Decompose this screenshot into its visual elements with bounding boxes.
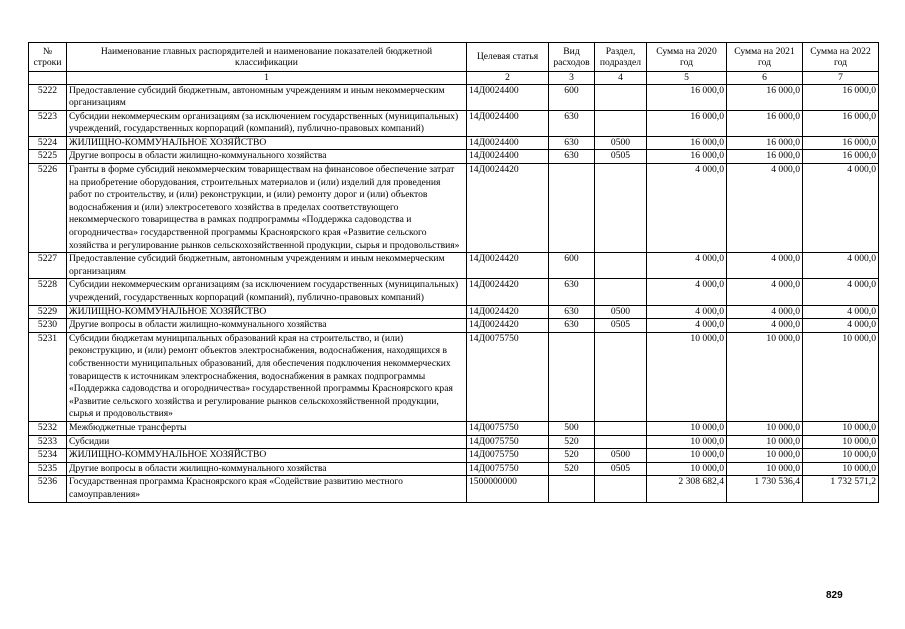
row-target-article: 14Д0024420 — [467, 319, 549, 333]
row-name: Субсидии бюджетам муниципальных образований края на строительство, и (или) реконструкцию, и (или) ремонт объектов электроснабжения, водоснабжения, находящихся в собственности муниципальных образований, для обеспечения подключения некоммерческих товариществ к источникам электроснабжения, водоснабжения в рамках подпрограммы «Поддержка садоводства и огородничества» государственной программы Красноярского края «Развитие сельского хозяйства и регулирование рынков сельскохозяйственной продукции, сырья и продовольствия» — [67, 332, 467, 421]
table-row — [29, 476, 879, 502]
row-sum-2020: 4 000,0 — [647, 305, 727, 319]
row-sum-2022: 16 000,0 — [803, 150, 879, 164]
column-number: 3 — [549, 72, 595, 85]
row-sum-2021: 1 730 536,4 — [727, 476, 803, 502]
row-sum-2020: 16 000,0 — [647, 84, 727, 110]
header-name: Наименование главных распорядителей и наименование показателей бюджетной классификации — [67, 43, 467, 72]
row-name: ЖИЛИЩНО-КОММУНАЛЬНОЕ ХОЗЯЙСТВО — [67, 305, 467, 319]
table-row — [29, 110, 879, 136]
table-row — [29, 435, 879, 449]
row-sum-2021: 16 000,0 — [727, 136, 803, 150]
table-row — [29, 305, 879, 319]
header-sum-2020: Сумма на 2020 год — [647, 43, 727, 72]
row-sum-2022: 10 000,0 — [803, 449, 879, 463]
row-section — [595, 435, 647, 449]
row-sum-2022: 16 000,0 — [803, 136, 879, 150]
row-name: Предоставление субсидий бюджетным, автономным учреждениям и иным некоммерческим организациям — [67, 253, 467, 279]
row-number: 5222 — [29, 84, 67, 110]
header-expense-type: Вид расходов — [549, 43, 595, 72]
header-target-article: Целевая статья — [467, 43, 549, 72]
row-expense-type: 520 — [549, 435, 595, 449]
row-expense-type: 600 — [549, 84, 595, 110]
row-sum-2022: 16 000,0 — [803, 84, 879, 110]
table-row — [29, 136, 879, 150]
row-target-article: 14Д0024420 — [467, 253, 549, 279]
row-sum-2021: 10 000,0 — [727, 435, 803, 449]
header-section: Раздел, подраздел — [595, 43, 647, 72]
table-row — [29, 164, 879, 253]
row-sum-2020: 4 000,0 — [647, 164, 727, 253]
row-name: Гранты в форме субсидий некоммерческим товариществам на финансовое обеспечение затрат на приобретение оборудования, строительных материалов и (или) изделий для проведения работ по строительству, и (или) реконструкции, и (или) ремонту дорог и (или) объектов водоснабжения и (или) электросетевого хозяйства в пределах соответствующего некоммерческого товарищества в рамках подпрограммы «Поддержка садоводства и огородничества» государственной программы Красноярского края «Развитие сельского хозяйства и регулирование рынков сельскохозяйственной продукции, сырья и продовольствия» — [67, 164, 467, 253]
row-number: 5232 — [29, 421, 67, 435]
row-expense-type: 520 — [549, 462, 595, 476]
row-expense-type — [549, 332, 595, 421]
row-expense-type: 520 — [549, 449, 595, 463]
row-sum-2022: 1 732 571,2 — [803, 476, 879, 502]
table-row — [29, 319, 879, 333]
row-name: Другие вопросы в области жилищно-коммунального хозяйства — [67, 462, 467, 476]
row-target-article: 14Д0075750 — [467, 421, 549, 435]
row-name: Другие вопросы в области жилищно-коммунального хозяйства — [67, 150, 467, 164]
row-target-article: 14Д0024420 — [467, 164, 549, 253]
row-target-article: 14Д0024400 — [467, 84, 549, 110]
row-sum-2021: 10 000,0 — [727, 449, 803, 463]
row-name: Предоставление субсидий бюджетным, автономным учреждениям и иным некоммерческим организациям — [67, 84, 467, 110]
row-sum-2020: 4 000,0 — [647, 253, 727, 279]
row-sum-2022: 16 000,0 — [803, 110, 879, 136]
header-sum-2021: Сумма на 2021 год — [727, 43, 803, 72]
column-number: 7 — [803, 72, 879, 85]
table-row — [29, 449, 879, 463]
row-name: Субсидии некоммерческим организациям (за исключением государственных (муниципальных) учреждений, государственных корпораций (компаний), публично-правовых компаний) — [67, 279, 467, 305]
row-section — [595, 279, 647, 305]
row-section — [595, 332, 647, 421]
row-target-article: 14Д0024400 — [467, 150, 549, 164]
row-sum-2021: 16 000,0 — [727, 84, 803, 110]
row-name: ЖИЛИЩНО-КОММУНАЛЬНОЕ ХОЗЯЙСТВО — [67, 449, 467, 463]
row-expense-type: 630 — [549, 110, 595, 136]
row-section: 0500 — [595, 449, 647, 463]
header-sum-2022: Сумма на 2022 год — [803, 43, 879, 72]
row-sum-2020: 10 000,0 — [647, 421, 727, 435]
row-expense-type: 630 — [549, 279, 595, 305]
row-sum-2020: 10 000,0 — [647, 449, 727, 463]
row-number: 5229 — [29, 305, 67, 319]
row-sum-2022: 4 000,0 — [803, 279, 879, 305]
table-row — [29, 253, 879, 279]
table-row — [29, 84, 879, 110]
row-expense-type: 500 — [549, 421, 595, 435]
row-target-article: 14Д0075750 — [467, 435, 549, 449]
row-number: 5224 — [29, 136, 67, 150]
row-sum-2020: 10 000,0 — [647, 332, 727, 421]
row-sum-2022: 10 000,0 — [803, 462, 879, 476]
row-expense-type: 630 — [549, 150, 595, 164]
row-sum-2020: 10 000,0 — [647, 435, 727, 449]
row-sum-2022: 4 000,0 — [803, 319, 879, 333]
row-sum-2021: 4 000,0 — [727, 164, 803, 253]
row-sum-2020: 16 000,0 — [647, 150, 727, 164]
row-sum-2021: 4 000,0 — [727, 305, 803, 319]
row-sum-2021: 4 000,0 — [727, 253, 803, 279]
row-expense-type: 630 — [549, 136, 595, 150]
row-number: 5231 — [29, 332, 67, 421]
table-row — [29, 462, 879, 476]
budget-table — [28, 42, 879, 503]
row-target-article: 14Д0075750 — [467, 449, 549, 463]
column-number: 4 — [595, 72, 647, 85]
row-sum-2022: 4 000,0 — [803, 253, 879, 279]
row-expense-type: 600 — [549, 253, 595, 279]
row-sum-2021: 4 000,0 — [727, 319, 803, 333]
row-target-article: 14Д0024420 — [467, 305, 549, 319]
row-section — [595, 84, 647, 110]
row-name: Субсидии — [67, 435, 467, 449]
row-number: 5233 — [29, 435, 67, 449]
row-expense-type — [549, 476, 595, 502]
row-number: 5227 — [29, 253, 67, 279]
row-section: 0500 — [595, 305, 647, 319]
row-sum-2020: 10 000,0 — [647, 462, 727, 476]
table-header — [29, 43, 879, 85]
row-section — [595, 476, 647, 502]
row-sum-2021: 10 000,0 — [727, 421, 803, 435]
row-sum-2022: 10 000,0 — [803, 435, 879, 449]
row-target-article: 14Д0024400 — [467, 136, 549, 150]
row-number: 5226 — [29, 164, 67, 253]
table-body — [29, 84, 879, 502]
row-number: 5228 — [29, 279, 67, 305]
row-number: 5235 — [29, 462, 67, 476]
row-section — [595, 253, 647, 279]
row-target-article: 14Д0024420 — [467, 279, 549, 305]
row-section — [595, 164, 647, 253]
row-expense-type: 630 — [549, 319, 595, 333]
row-target-article: 14Д0075750 — [467, 462, 549, 476]
row-sum-2021: 10 000,0 — [727, 462, 803, 476]
row-name: ЖИЛИЩНО-КОММУНАЛЬНОЕ ХОЗЯЙСТВО — [67, 136, 467, 150]
column-number: 6 — [727, 72, 803, 85]
row-section: 0505 — [595, 150, 647, 164]
row-name: Другие вопросы в области жилищно-коммунального хозяйства — [67, 319, 467, 333]
row-sum-2020: 2 308 682,4 — [647, 476, 727, 502]
row-sum-2021: 16 000,0 — [727, 110, 803, 136]
row-section — [595, 421, 647, 435]
row-target-article: 14Д0024400 — [467, 110, 549, 136]
row-sum-2020: 4 000,0 — [647, 319, 727, 333]
row-section: 0500 — [595, 136, 647, 150]
row-section: 0505 — [595, 319, 647, 333]
row-expense-type: 630 — [549, 305, 595, 319]
page-number: 829 — [826, 590, 843, 601]
row-sum-2022: 4 000,0 — [803, 164, 879, 253]
row-section: 0505 — [595, 462, 647, 476]
row-sum-2022: 10 000,0 — [803, 332, 879, 421]
row-name: Межбюджетные трансферты — [67, 421, 467, 435]
row-number: 5225 — [29, 150, 67, 164]
row-sum-2022: 4 000,0 — [803, 305, 879, 319]
row-section — [595, 110, 647, 136]
table-row — [29, 332, 879, 421]
column-number-blank — [29, 72, 67, 85]
table-row — [29, 279, 879, 305]
row-number: 5236 — [29, 476, 67, 502]
row-number: 5223 — [29, 110, 67, 136]
row-target-article: 14Д0075750 — [467, 332, 549, 421]
column-number: 5 — [647, 72, 727, 85]
row-sum-2022: 10 000,0 — [803, 421, 879, 435]
row-sum-2021: 4 000,0 — [727, 279, 803, 305]
row-target-article: 1500000000 — [467, 476, 549, 502]
row-sum-2020: 16 000,0 — [647, 136, 727, 150]
column-number: 2 — [467, 72, 549, 85]
row-sum-2021: 10 000,0 — [727, 332, 803, 421]
row-sum-2021: 16 000,0 — [727, 150, 803, 164]
row-number: 5234 — [29, 449, 67, 463]
table-row — [29, 421, 879, 435]
table-row — [29, 150, 879, 164]
row-expense-type — [549, 164, 595, 253]
header-row-no: № строки — [29, 43, 67, 72]
column-number-row — [29, 72, 879, 85]
row-name: Субсидии некоммерческим организациям (за исключением государственных (муниципальных) учреждений, государственных корпораций (компаний), публично-правовых компаний) — [67, 110, 467, 136]
row-sum-2020: 4 000,0 — [647, 279, 727, 305]
column-number: 1 — [67, 72, 467, 85]
row-number: 5230 — [29, 319, 67, 333]
row-name: Государственная программа Красноярского края «Содействие развитию местного самоуправления» — [67, 476, 467, 502]
row-sum-2020: 16 000,0 — [647, 110, 727, 136]
